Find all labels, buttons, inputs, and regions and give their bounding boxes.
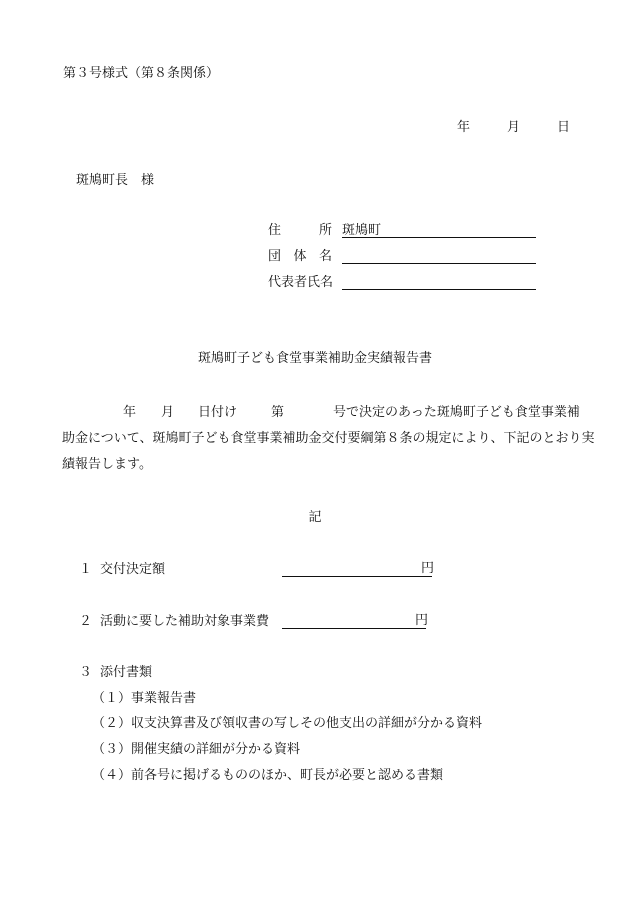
- group-name-underline: [342, 263, 536, 264]
- ki-marker: 記: [308, 510, 322, 525]
- representative-label: 代表者氏名: [268, 275, 334, 290]
- item-2-label: 活動に要した補助対象事業費: [100, 614, 270, 629]
- date-month: 月: [507, 120, 521, 135]
- document-page: 第３号様式（第８条関係） 年 月 日 斑鳩町長 様 住 所 斑鳩町 団 体 名 代表者氏名 斑鳩町子ども食堂事業補助金実績報告書 年 月 日付け 第 号で決定のあった斑鳩町子ども食堂事業補 助金について、斑鳩町子ども食堂事業補助金交付要綱第８条の規定により、下記のとおり実 績報告します。 記 １ 交付決定額 円 ２ 活動に要した補助対象事業費 円 ３ 添付書類 （１）事業報告書 （２）収支決算書及び領収書の写しその他支出の詳細が分かる資料 （３）開催実績の詳細が分かる資料 （４）前各号に掲げるもののほか、町長が必要と認める書類: [0, 0, 630, 903]
- item-1-number: １: [79, 562, 93, 577]
- body-line-3: 績報告します。: [62, 457, 152, 472]
- group-name-label: 団 体 名: [268, 249, 332, 264]
- address-underline: [342, 237, 536, 238]
- item-1-underline: [282, 576, 432, 577]
- item-2-unit: 円: [415, 613, 429, 628]
- date-day: 日: [557, 120, 571, 135]
- attachment-item-2: （２）収支決算書及び領収書の写しその他支出の詳細が分かる資料: [92, 716, 483, 731]
- representative-underline: [342, 289, 536, 290]
- item-2-number: ２: [79, 614, 93, 629]
- attachment-item-3: （３）開催実績の詳細が分かる資料: [92, 742, 301, 757]
- document-title: 斑鳩町子ども食堂事業補助金実績報告書: [197, 351, 432, 366]
- item-3-label: 添付書類: [100, 665, 153, 680]
- attachment-item-1: （１）事業報告書: [92, 691, 197, 706]
- item-1-unit: 円: [421, 561, 435, 576]
- item-1-label: 交付決定額: [100, 562, 166, 577]
- body-line-2: 助金について、斑鳩町子ども食堂事業補助金交付要綱第８条の規定により、下記のとおり実: [62, 431, 595, 446]
- form-label: 第３号様式（第８条関係）: [63, 66, 220, 81]
- addressee: 斑鳩町長 様: [76, 173, 155, 188]
- item-3-number: ３: [79, 665, 93, 680]
- address-value: 斑鳩町: [342, 223, 382, 238]
- address-label: 住 所: [268, 223, 332, 238]
- item-2-underline: [282, 628, 426, 629]
- date-year: 年: [457, 120, 471, 135]
- attachment-item-4: （４）前各号に掲げるもののほか、町長が必要と認める書類: [92, 768, 444, 783]
